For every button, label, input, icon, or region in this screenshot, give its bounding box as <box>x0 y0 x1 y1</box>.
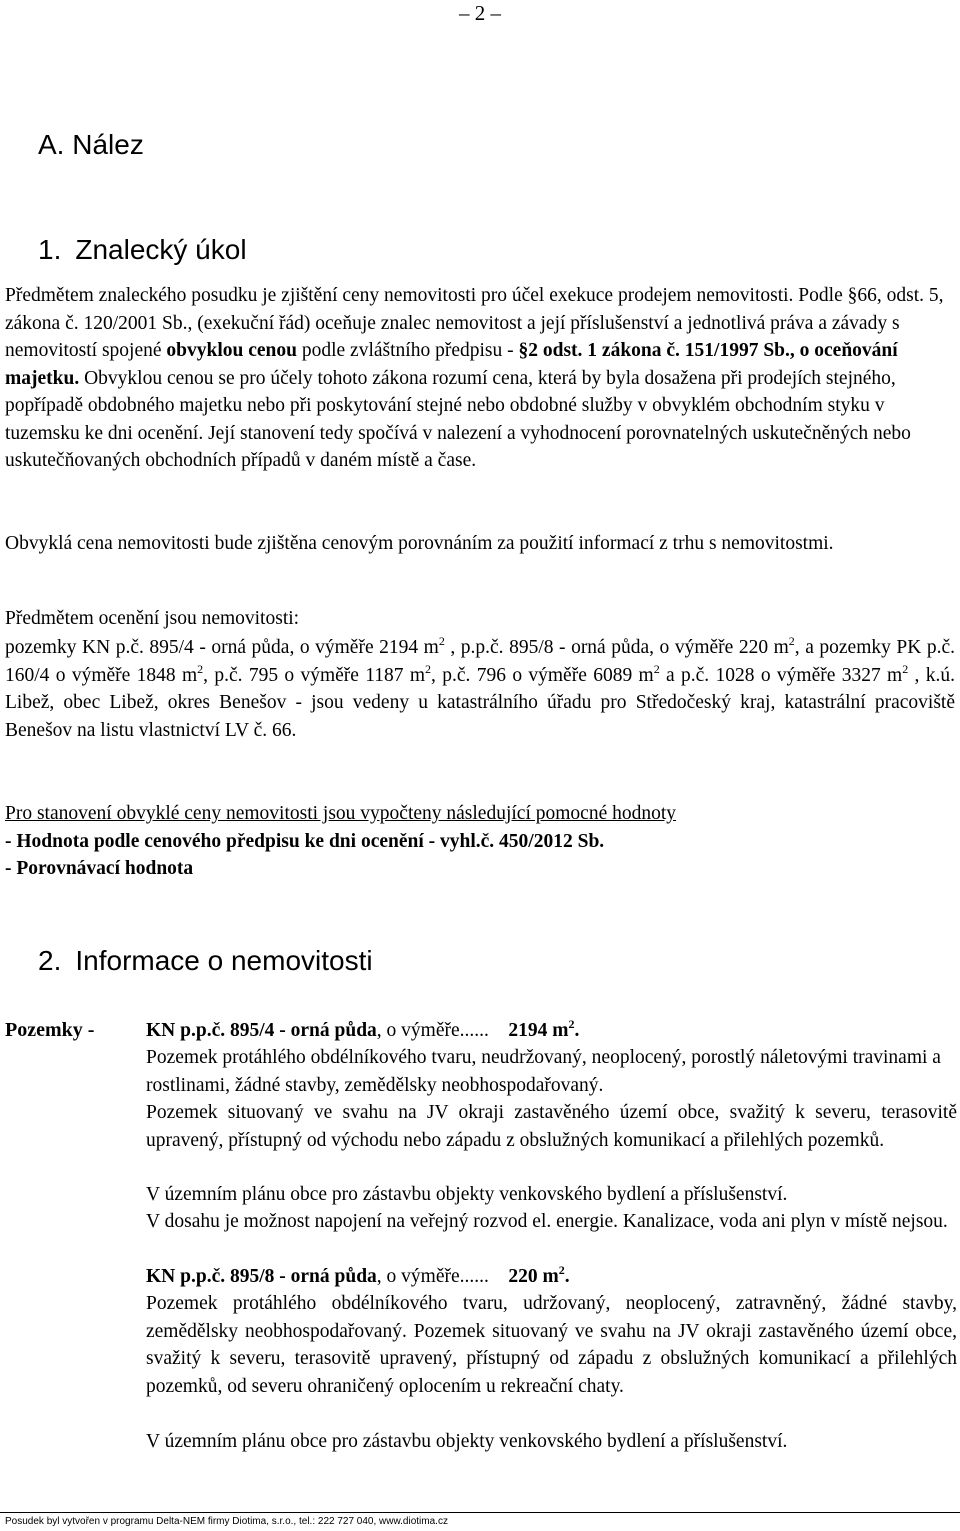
parcel-2-description-1: Pozemek protáhlého obdélníkového tvaru, udržovaný, neoplocený, zatravněný, žádné stavby, zemědělsky neobhospodařovaný. Pozemek situovaný ve svahu na JV okraji zastavěného území obce, svažitý k severu, terasovitě upravený, přístupný od západu z obslužných komunikací a přilehlých pozemků, od severu ohraničený oplocením u rekreační chaty. <box>146 1293 957 1397</box>
parcel-1-end: . <box>574 1020 580 1041</box>
subject-heading: Předmětem ocenění jsou nemovitosti: <box>5 608 300 629</box>
usual-price-paragraph: Obvyklá cena nemovitosti bude zjištěna cenovým porovnáním za použití informací z trhu s nemovitostmi. <box>5 533 834 554</box>
parcel-2-area: 220 m <box>508 1266 559 1287</box>
heading-informace <box>38 944 373 978</box>
section-heading-nalez: A. Nález <box>38 129 144 160</box>
intro-bold-law: §2 odst. 1 zákona č. 151/1997 Sb., o oceňování majetku. <box>5 340 898 389</box>
parcel-1-description-2: Pozemek situovaný ve svahu na JV okraji zastavěného území obce, svažitý k severu, terasovitě upravený, přístupný od východu nebo západu z obslužných komunikací a přilehlých pozemků. <box>146 1102 957 1151</box>
heading-title: Informace o nemovitosti <box>75 945 373 976</box>
parcel-2-end: . <box>564 1266 570 1287</box>
page-number: – 2 – <box>459 1 501 25</box>
subject-text-4: , p.č. 795 o výměře 1187 m <box>203 664 426 686</box>
parcel-2-mid: , o výměře...... <box>376 1266 489 1287</box>
unit-sup: 2 <box>653 661 660 676</box>
footer-divider <box>0 1512 960 1513</box>
parcel-1-mid: , o výměře...... <box>376 1020 489 1041</box>
intro-text-3: Obvyklou cenou se pro účely tohoto zákona rozumí cena, která by byla dosažena při prodejích stejného, popřípadě obdobného majetku nebo při poskytování stejné nebo obdobné služby v obvyklém obchodním styku v tuzemsku ke dni ocenění. Její stanovení tedy spočívá v nalezení a vyhodnocení porovnatelných uskutečněných nebo uskutečňovaných obchodních případů v daném místě a čase. <box>5 367 911 471</box>
unit-sup: 2 <box>568 1017 575 1031</box>
intro-paragraph <box>5 282 955 475</box>
subject-text-6: a p.č. 1028 o výměře 3327 m <box>659 664 903 686</box>
parcel-2-title <box>146 1263 957 1291</box>
parcel-1-title <box>146 1017 957 1045</box>
values-heading <box>5 800 955 828</box>
subject-paragraph <box>5 634 955 744</box>
unit-sup: 2 <box>197 661 204 676</box>
pozemky-label: Pozemky - <box>5 1019 95 1041</box>
subject-text-1: pozemky KN p.č. 895/4 - orná půda, o výměře 2194 m <box>5 637 439 658</box>
parcel-1-description-4: V dosahu je možnost napojení na veřejný rozvod el. energie. Kanalizace, voda ani plyn v místě nejsou. <box>146 1211 948 1232</box>
subject-text-7: , k.ú. Libež, obec Libež, okres Benešov - jsou vedeny u katastrálního úřadu pro Středočeský kraj, katastrální pracoviště Benešov na listu vlastnictví LV č. 66. <box>5 664 956 741</box>
unit-sup: 2 <box>788 634 795 648</box>
heading-title: Znalecký úkol <box>75 234 247 265</box>
parcel-2-description-2: V územním plánu obce pro zástavbu objekty venkovského bydlení a příslušenství. <box>146 1431 788 1452</box>
values-item-1: - Hodnota podle cenového předpisu ke dni ocenění - vyhl.č. 450/2012 Sb. <box>5 831 605 852</box>
heading-znalecky-ukol <box>38 233 247 267</box>
parcel-1-description-3: V územním plánu obce pro zástavbu objekty venkovského bydlení a příslušenství. <box>146 1184 788 1205</box>
values-heading-text: Pro stanovení obvyklé ceny nemovitosti jsou vypočteny následující pomocné hodnoty <box>5 803 677 824</box>
subject-text-3: , a pozemky PK p.č. 160/4 o výměře 1848 m <box>5 637 956 686</box>
parcel-1-description-1: Pozemek protáhlého obdélníkového tvaru, neudržovaný, neoplocený, porostlý náletovými travinami a rostlinami, žádné stavby, zemědělsky neobhospodařovaný. <box>146 1047 941 1096</box>
subject-text-5: , p.č. 796 o výměře 6089 m <box>431 664 654 686</box>
intro-bold-usual-price: obvyklou cenou <box>166 340 297 361</box>
parcel-1-area: 2194 m <box>508 1020 569 1041</box>
unit-sup: 2 <box>438 634 445 648</box>
footer-note: Posudek byl vytvořen v programu Delta-NEM firmy Diotima, s.r.o., tel.: 222 727 040, www.diotima.cz <box>5 1516 448 1527</box>
parcel-2-id: KN p.p.č. 895/8 - orná půda <box>146 1266 377 1287</box>
heading-number: 2. <box>38 945 62 976</box>
heading-number: 1. <box>38 234 62 265</box>
intro-text-2: podle zvláštního předpisu - <box>296 340 519 361</box>
parcel-1-id: KN p.p.č. 895/4 - orná půda <box>146 1020 377 1041</box>
unit-sup: 2 <box>425 661 432 676</box>
intro-text-1: Předmětem znaleckého posudku je zjištění ceny nemovitosti pro účel exekuce prodejem nemovitosti. Podle §66, odst. 5, zákona č. 120/2001 Sb., (exekuční řád) oceňuje znalec nemovitost a její příslušenství a jednotlivá práva a závady s nemovitostí spojené <box>5 285 944 361</box>
subject-text-2: , p.p.č. 895/8 - orná půda, o výměře 220 m <box>444 637 789 658</box>
unit-sup: 2 <box>558 1263 565 1277</box>
unit-sup: 2 <box>902 661 909 676</box>
values-item-2: - Porovnávací hodnota <box>5 858 194 879</box>
